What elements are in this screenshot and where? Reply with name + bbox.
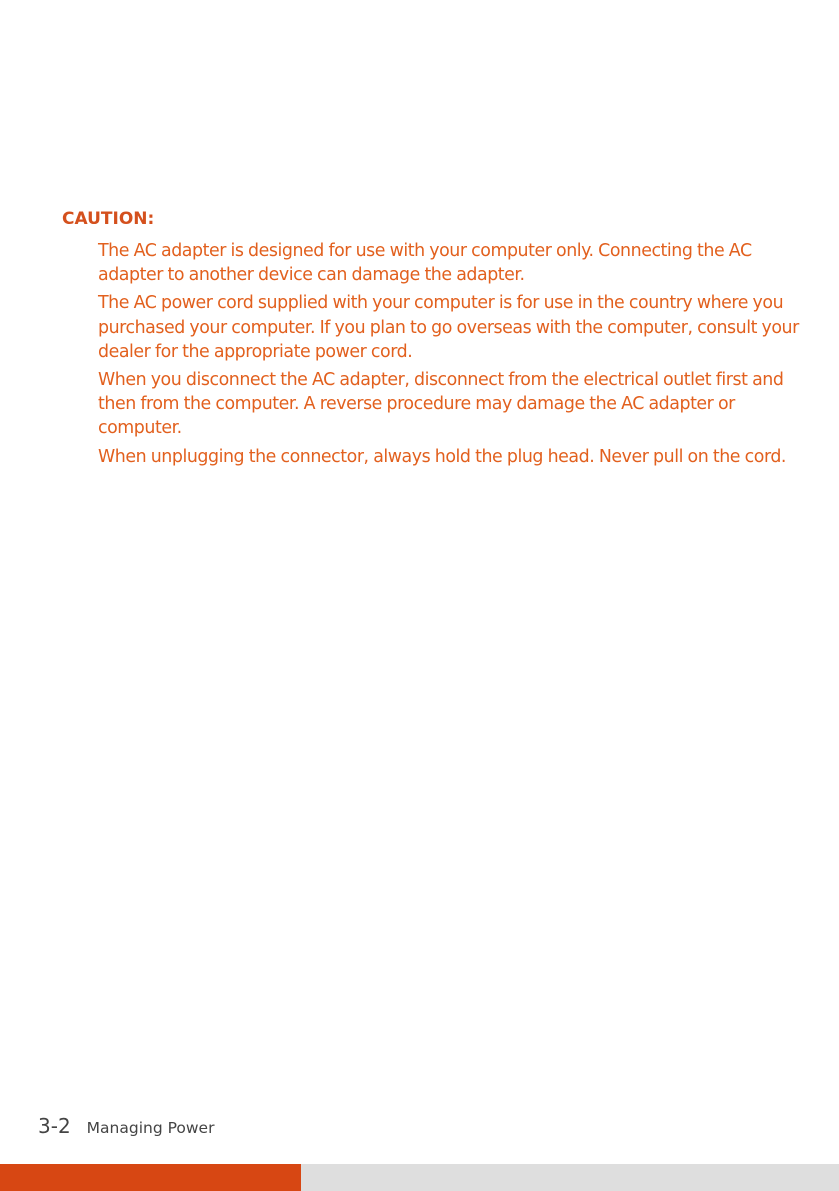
caution-item: The AC power cord supplied with your computer is for use in the country where you purchased your computer. If you plan to go overseas with the computer, consult your dealer for the appropriate power cord. (98, 293, 799, 362)
caution-notice (62, 206, 802, 473)
footer-bar-accent (0, 1164, 301, 1191)
caution-title: CAUTION: (62, 209, 155, 229)
caution-list (62, 239, 802, 469)
footer-bar-rest (301, 1164, 839, 1191)
caution-item: The AC adapter is designed for use with your computer only. Connecting the AC adapter to another device can damage the adapter. (98, 241, 752, 286)
caution-item: When unplugging the connector, always hold the plug head. Never pull on the cord. (98, 446, 787, 467)
section-name: Managing Power (86, 1119, 215, 1137)
caution-item: When you disconnect the AC adapter, disconnect from the electrical outlet first and then from the computer. A reverse procedure may damage the AC adapter or computer. (98, 370, 784, 439)
page-number: 3-2 (38, 1114, 71, 1138)
page-footer (38, 1114, 214, 1138)
footer-color-bar (0, 1164, 839, 1191)
